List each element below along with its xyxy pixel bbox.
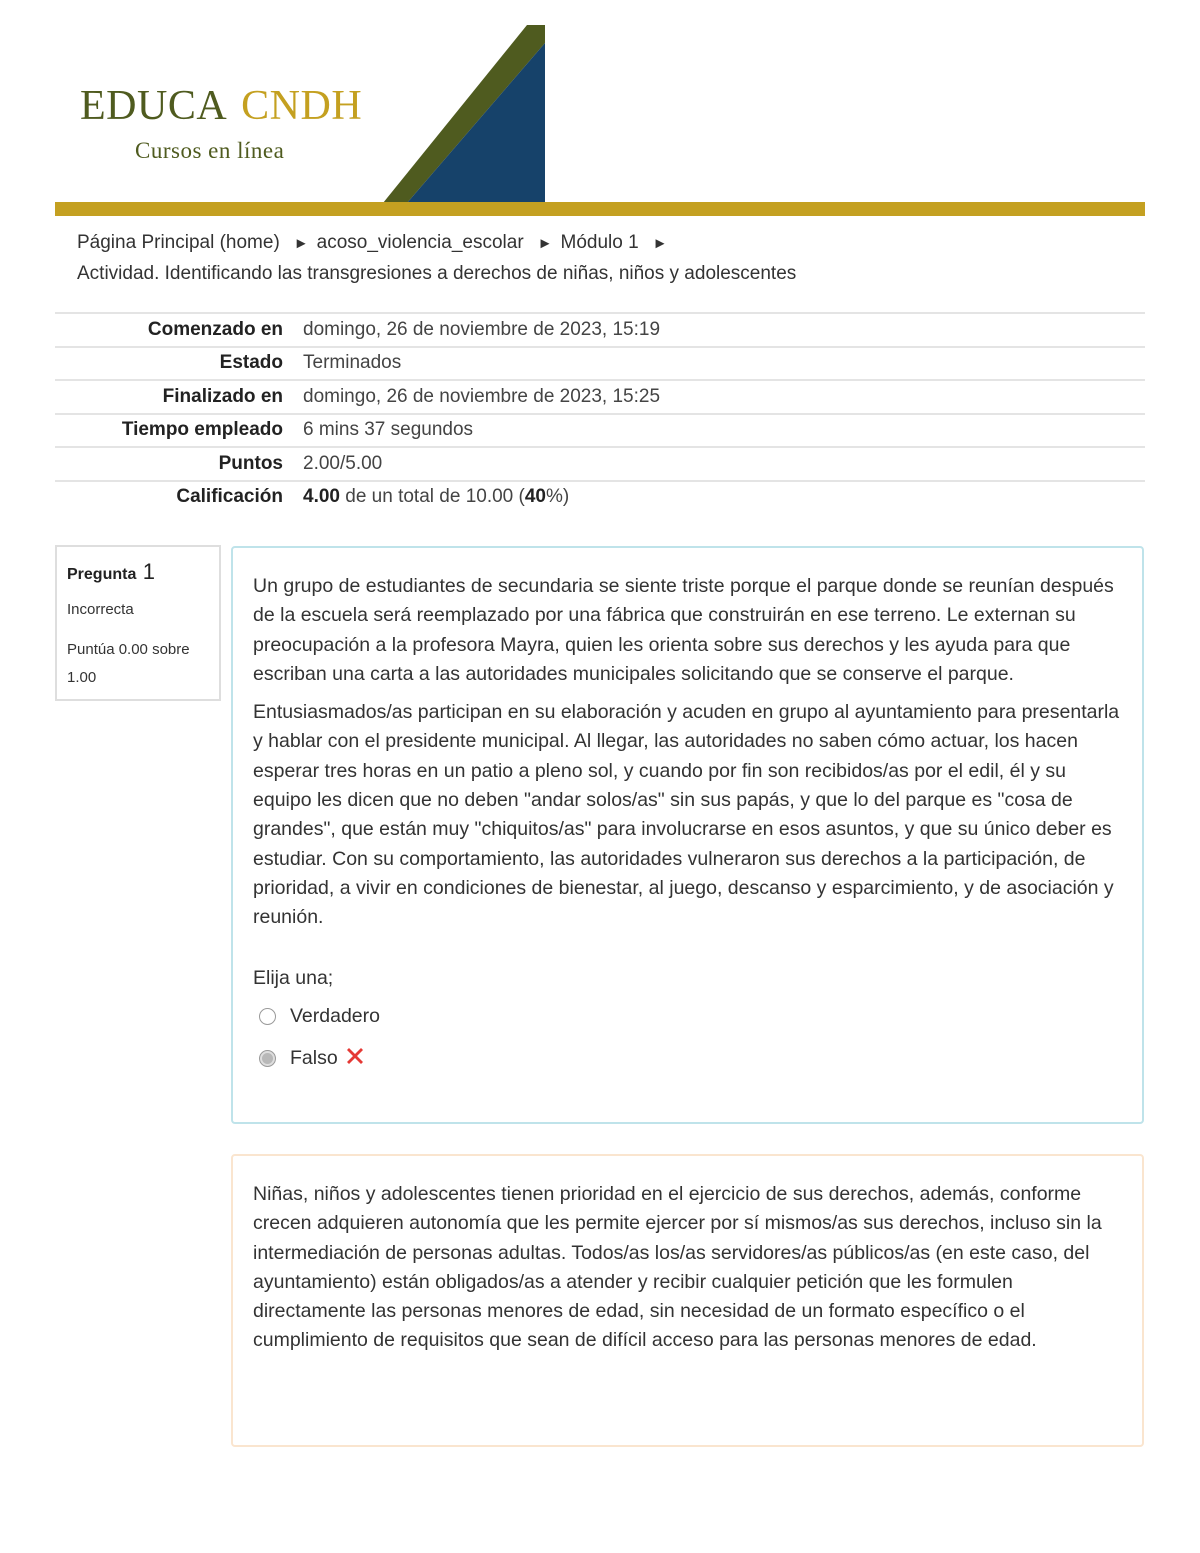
summary-value: 6 mins 37 segundos bbox=[283, 414, 1145, 448]
summary-row-finished bbox=[55, 380, 1145, 414]
summary-row-state bbox=[55, 347, 1145, 381]
question-label: Pregunta bbox=[67, 566, 137, 583]
breadcrumb-item-module[interactable]: Módulo 1 bbox=[560, 232, 639, 253]
answer-option-label: Verdadero bbox=[290, 1005, 380, 1028]
incorrect-x-icon bbox=[344, 1045, 366, 1073]
header-gold-bar bbox=[55, 202, 1145, 216]
logo-word-educa: EDUCA bbox=[80, 83, 228, 129]
question-state: Incorrecta bbox=[67, 601, 134, 618]
summary-row-time bbox=[55, 414, 1145, 448]
site-header bbox=[55, 25, 1145, 217]
summary-label: Tiempo empleado bbox=[55, 414, 283, 448]
summary-value: Terminados bbox=[283, 347, 1145, 381]
logo-word-cndh: CNDH bbox=[241, 83, 363, 129]
banner-graphic bbox=[383, 25, 548, 203]
summary-value bbox=[283, 481, 1145, 514]
breadcrumb-item-home[interactable]: Página Principal (home) bbox=[77, 232, 280, 253]
radio-verdadero[interactable] bbox=[259, 1008, 276, 1025]
feedback-text: Niñas, niños y adolescentes tienen prioridad en el ejercicio de sus derechos, además, conforme crecen adquieren autonomía que les permite ejercer por sí mismos/as sus derechos, incluso sin la intermediación de personas adultas. Todos/as los/as servidores/as públicos/as (en este caso, del ayuntamiento) están obligados/as a atender y recibir cualquier petición que les formulen directamente las personas menores de edad, sin necesidad de un formato específico o el cumplimiento de requisitos que sean de difícil acceso para las personas menores de edad. bbox=[253, 1183, 1102, 1352]
question-number bbox=[67, 559, 209, 585]
feedback-box bbox=[231, 1154, 1144, 1447]
summary-row-points bbox=[55, 447, 1145, 481]
summary-label: Finalizado en bbox=[55, 380, 283, 414]
summary-label: Puntos bbox=[55, 447, 283, 481]
breadcrumb-item-current[interactable]: Actividad. Identificando las transgresiones a derechos de niñas, niños y adolescentes bbox=[77, 263, 797, 284]
grade-percent-suffix: %) bbox=[546, 486, 570, 508]
breadcrumb-separator-icon: ► bbox=[652, 235, 668, 252]
breadcrumb bbox=[77, 228, 1137, 289]
answer-options bbox=[253, 996, 1122, 1080]
answer-option-false[interactable] bbox=[253, 1038, 1122, 1080]
summary-label: Estado bbox=[55, 347, 283, 381]
grade-value: 4.00 bbox=[303, 486, 340, 508]
attempt-summary-table bbox=[55, 312, 1145, 513]
answer-prompt: Elija una; bbox=[253, 966, 334, 989]
answer-option-true[interactable] bbox=[253, 996, 1122, 1038]
question-text-paragraph-1: Un grupo de estudiantes de secundaria se siente triste porque el parque donde se reunían después de la escuela será reemplazado por una fábrica que construirán en ese terreno. Le externan su preocupación a la profesora Mayra, quien les orienta sobre sus derechos y les ayuda para que escriban una carta a las autoridades municipales solicitando que se conserve el parque. bbox=[253, 575, 1114, 685]
grade-total: de un total de 10.00 ( bbox=[339, 486, 525, 508]
question-content-box bbox=[231, 546, 1144, 1124]
breadcrumb-separator-icon: ► bbox=[293, 235, 309, 252]
summary-value: 2.00/5.00 bbox=[283, 447, 1145, 481]
logo-subtitle: Cursos en línea bbox=[135, 138, 285, 163]
breadcrumb-item-course[interactable]: acoso_violencia_escolar bbox=[316, 232, 524, 253]
question-text-paragraph-2: Entusiasmados/as participan en su elaboración y acuden en grupo al ayuntamiento para presentarla y hablar con el presidente municipal. Al llegar, las autoridades no saben cómo actuar, los hacen esperar tres horas en un patio a pleno sol, y cuando por fin son recibidos/as por el edil, él y su equipo les dicen que no deben "andar solos/as" sin sus papás, y que lo del parque es "cosa de grandes", que están muy "chiquitos/as" para involucrarse en esos asuntos, y que su único deber es estudiar. Con su comportamiento, las autoridades vulneraron sus derechos a la participación, de prioridad, a vivir en condiciones de bienestar, al juego, descanso y esparcimiento, y de asociación y reunión. bbox=[253, 701, 1120, 929]
summary-row-grade bbox=[55, 481, 1145, 514]
summary-row-started bbox=[55, 313, 1145, 347]
question-info-panel bbox=[55, 545, 221, 701]
summary-label: Calificación bbox=[55, 481, 283, 514]
question-number-value: 1 bbox=[142, 559, 156, 584]
summary-value: domingo, 26 de noviembre de 2023, 15:25 bbox=[283, 380, 1145, 414]
answer-option-label: Falso bbox=[290, 1047, 338, 1070]
site-logo[interactable] bbox=[80, 82, 362, 130]
radio-falso[interactable] bbox=[259, 1050, 276, 1067]
question-grade: Puntúa 0.00 sobre 1.00 bbox=[67, 641, 190, 686]
breadcrumb-separator-icon: ► bbox=[537, 235, 553, 252]
summary-value: domingo, 26 de noviembre de 2023, 15:19 bbox=[283, 313, 1145, 347]
grade-percent: 40 bbox=[524, 486, 546, 508]
summary-label: Comenzado en bbox=[55, 313, 283, 347]
